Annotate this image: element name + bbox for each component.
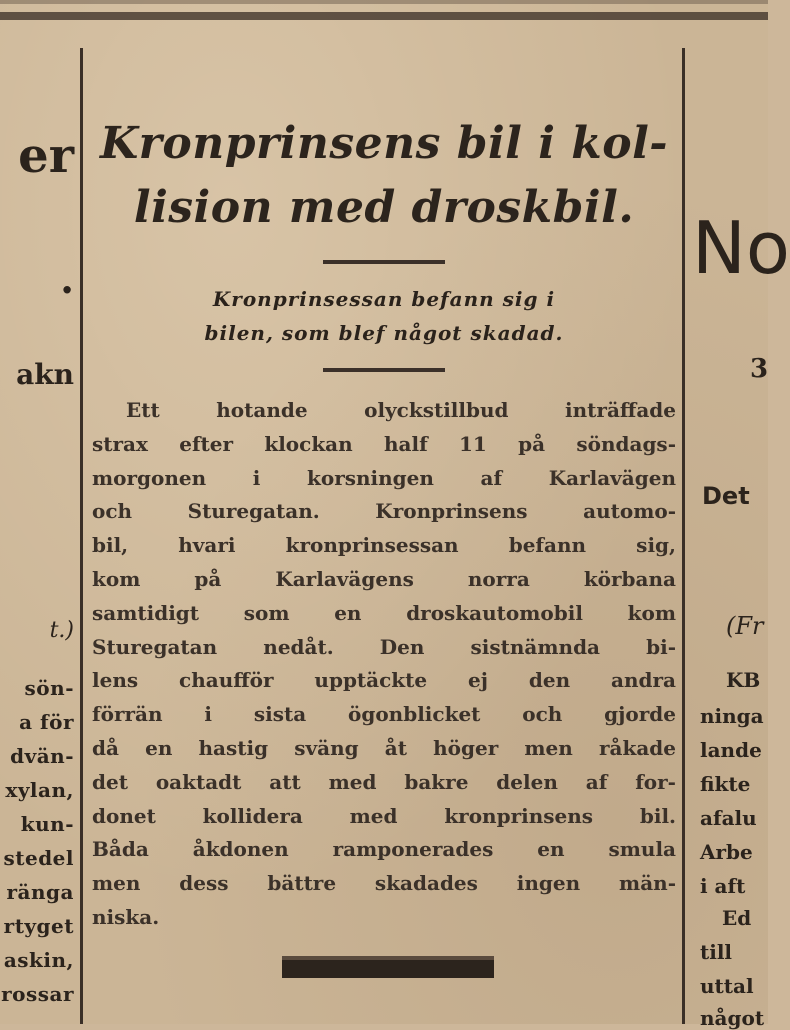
- right-body-fragment: afalu: [700, 806, 757, 830]
- left-dot-fragment: .: [60, 256, 74, 303]
- body-line: förrän i sista ögonblicket och gjorde: [92, 702, 676, 727]
- top-thin-rule: [0, 0, 768, 4]
- left-body-fragment: kun-: [20, 812, 74, 836]
- right-column-fragment: [688, 0, 790, 1030]
- body-line: niska.: [92, 904, 160, 929]
- headline-line: Kronprinsens bil i kol-: [99, 118, 669, 169]
- body-line: Ett hotande olyckstillbud inträffade: [126, 398, 676, 422]
- body-line: lens chaufför upptäckte ej den andra: [92, 668, 676, 693]
- left-column-rule: [80, 48, 83, 1024]
- subhead-divider: [323, 368, 445, 372]
- body-line: men dess bättre skadades ingen män-: [92, 871, 676, 896]
- right-body-fragment: fikte: [700, 772, 751, 796]
- right-headline-fragment: No: [692, 206, 790, 290]
- body-line: kom på Karlavägens norra körbana: [92, 566, 676, 591]
- body-line: donet kollidera med kronprinsens bil.: [92, 803, 676, 828]
- headline-line: lision med droskbil.: [133, 182, 635, 233]
- left-body-fragment: a för: [19, 710, 74, 734]
- left-body-fragment: askin,: [3, 948, 74, 972]
- article-end-rule: [282, 956, 494, 978]
- subhead-line: bilen, som blef något skadad.: [204, 321, 564, 345]
- left-body-fragment: sön-: [24, 676, 74, 700]
- body-line: bil, hvari kronprinsessan befann sig,: [92, 533, 676, 558]
- left-body-fragment: stedel: [3, 846, 74, 870]
- right-number-fragment: 3: [750, 354, 769, 384]
- body-line: strax efter klockan half 11 på söndags-: [92, 431, 676, 456]
- body-line: Båda åkdonen ramponerades en smula: [92, 837, 676, 862]
- right-body-fragment: KB: [726, 668, 761, 692]
- body-line: då en hastig sväng åt höger men råkade: [92, 735, 676, 760]
- article-body: [92, 394, 676, 935]
- right-subhead-fragment: Det: [702, 482, 750, 510]
- body-line: Sturegatan nedåt. Den sistnämnda bi-: [92, 634, 676, 659]
- left-headline-fragment: er: [18, 128, 74, 184]
- right-paren-fragment: (Fr: [726, 612, 764, 640]
- right-column-rule: [682, 48, 685, 1024]
- article-headline: [92, 112, 676, 240]
- left-column-fragment: [0, 0, 78, 1024]
- right-body-fragment: till: [700, 940, 733, 964]
- left-paren-fragment: t.): [49, 618, 74, 643]
- right-body-fragment: lande: [700, 738, 762, 762]
- left-body-fragment: ränga: [6, 880, 74, 904]
- right-body-fragment: Ed: [722, 906, 752, 930]
- left-body-fragment: dvän-: [10, 744, 74, 768]
- article: [92, 112, 676, 935]
- right-body-fragment: i aft: [700, 874, 746, 898]
- top-rule: [0, 12, 768, 20]
- article-subheadline: [92, 282, 676, 350]
- headline-divider: [323, 260, 445, 264]
- right-body-fragment: uttal: [700, 974, 754, 998]
- body-line: samtidigt som en droskautomobil kom: [92, 600, 676, 625]
- left-body-fragment: xylan,: [5, 778, 74, 802]
- subhead-line: Kronprinsessan befann sig i: [212, 287, 556, 311]
- right-body-fragment: Arbe: [700, 840, 753, 864]
- right-body-fragment: ninga: [700, 704, 764, 728]
- left-subhead-fragment: akn: [16, 358, 74, 391]
- left-body-fragment: rossar: [1, 982, 74, 1006]
- body-line: det oaktadt att med bakre delen af for-: [92, 769, 676, 794]
- body-line: och Sturegatan. Kronprinsens automo-: [92, 499, 676, 524]
- body-line: morgonen i korsningen af Karlavägen: [92, 465, 676, 490]
- right-body-fragment: något: [700, 1006, 765, 1030]
- left-body-fragment: rtyget: [3, 914, 74, 938]
